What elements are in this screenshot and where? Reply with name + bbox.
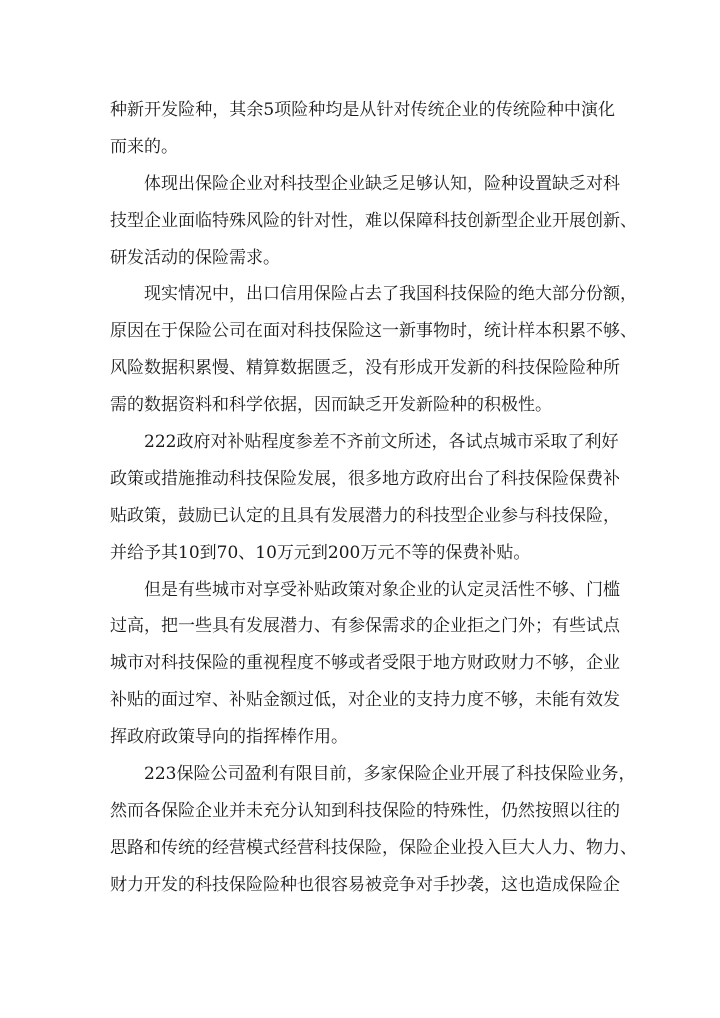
text-line: 原因在于保险公司在面对科技保险这一新事物时，统计样本积累不够、 xyxy=(110,321,637,342)
text-line: 政策或措施推动科技保险发展，很多地方政府出台了科技保险保费补 xyxy=(110,468,620,489)
text-line: 种新开发险种，其余5项险种均是从针对传统企业的传统险种中演化 xyxy=(110,100,615,120)
text-line: 风险数据积累慢、精算数据匮乏，没有形成开发新的科技保险险种所 xyxy=(110,358,620,379)
text-line: 过高，把一些具有发展潜力、有参保需求的企业拒之门外；有些试点 xyxy=(110,616,620,637)
text-line: 技型企业面临特殊风险的针对性，难以保障科技创新型企业开展创新、 xyxy=(110,210,637,231)
text-line: 城市对科技保险的重视程度不够或者受限于地方财政财力不够，企业 xyxy=(110,653,620,674)
paragraph-first-line: 223保险公司盈利有限目前，多家保险企业开展了科技保险业务， xyxy=(144,764,636,785)
body-text xyxy=(110,92,637,904)
text-line: 挥政府政策导向的指挥棒作用。 xyxy=(110,727,348,748)
text-line: 而来的。 xyxy=(110,136,178,157)
text-line: 然而各保险企业并未充分认知到科技保险的特殊性，仍然按照以往的 xyxy=(110,800,620,821)
text-line: 贴政策，鼓励已认定的且具有发展潜力的科技型企业参与科技保险， xyxy=(110,505,620,526)
paragraph-first-line: 体现出保险企业对科技型企业缺乏足够认知，险种设置缺乏对科 xyxy=(144,173,620,194)
text-line: 思路和传统的经营模式经营科技保险，保险企业投入巨大人力、物力、 xyxy=(110,837,637,858)
text-line: 研发活动的保险需求。 xyxy=(110,247,280,268)
text-line: 并给予其10到70、10万元到200万元不等的保费补贴。 xyxy=(110,542,531,563)
text-line: 财力开发的科技保险险种也很容易被竞争对手抄袭，这也造成保险企 xyxy=(110,874,620,895)
text-line: 需的数据资料和科学依据，因而缺乏开发新险种的积极性。 xyxy=(110,395,552,416)
paragraph-first-line: 但是有些城市对享受补贴政策对象企业的认定灵活性不够、门槛 xyxy=(144,579,620,600)
text-line: 补贴的面过窄、补贴金额过低，对企业的支持力度不够，未能有效发 xyxy=(110,690,620,711)
paragraph-first-line: 现实情况中，出口信用保险占去了我国科技保险的绝大部分份额， xyxy=(144,284,637,305)
paragraph-first-line: 222政府对补贴程度参差不齐前文所述，各试点城市采取了利好 xyxy=(144,432,619,453)
